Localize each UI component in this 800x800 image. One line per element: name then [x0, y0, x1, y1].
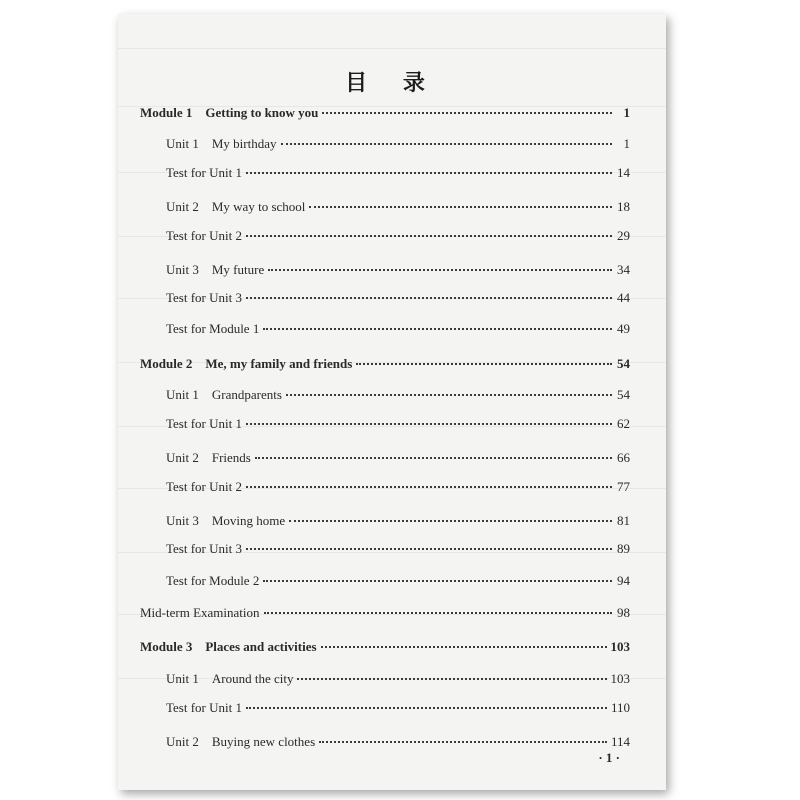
toc-entry-label: Unit 2 Buying new clothes	[166, 734, 316, 749]
toc-entry-module	[140, 353, 630, 372]
toc-entry-page: 114	[610, 734, 630, 749]
dot-leader	[286, 394, 612, 396]
toc-entry-label: Test for Unit 2	[166, 479, 242, 494]
toc-entry-label: Unit 3 Moving home	[166, 513, 286, 528]
dot-leader	[321, 646, 607, 648]
toc-entry-label: Test for Unit 2	[166, 228, 242, 243]
toc-entry-unit	[166, 510, 630, 529]
toc-entry-page: 98	[617, 605, 630, 620]
toc-entry-test	[166, 165, 630, 181]
toc-entry-page: 54	[617, 387, 630, 402]
toc-entry-page: 66	[617, 450, 630, 465]
toc-entry-page: 103	[610, 639, 630, 654]
toc-entry-page: 34	[617, 262, 630, 277]
toc-entry-page: 77	[617, 479, 630, 494]
dot-leader	[356, 363, 612, 365]
dot-leader	[246, 235, 612, 237]
page-number: · 1 ·	[598, 750, 620, 765]
dot-leader	[268, 269, 612, 271]
toc-entry-page: 1	[623, 136, 630, 151]
toc-entry-page: 44	[617, 290, 630, 305]
toc-entry-module	[140, 102, 630, 121]
toc-entry-label: Test for Unit 1	[166, 416, 242, 431]
toc-entry-label: Test for Unit 3	[166, 290, 242, 305]
dot-leader	[289, 520, 612, 522]
toc-entry-label: Module 3 Places and activities	[140, 639, 317, 654]
toc-entry-page: 94	[617, 573, 630, 588]
toc-entry-test	[166, 321, 630, 337]
dot-leader	[246, 423, 612, 425]
dot-leader	[246, 548, 612, 550]
dot-leader	[255, 457, 612, 459]
toc-entry-test	[166, 416, 630, 432]
toc-entry-label: Unit 3 My future	[166, 262, 265, 277]
toc-entry-module	[140, 636, 630, 655]
toc-entry-label: Module 2 Me, my family and friends	[140, 356, 353, 371]
toc-entry-page: 1	[623, 105, 630, 120]
toc-entry-label: Unit 1 Grandparents	[166, 387, 282, 402]
toc-entry-test	[166, 228, 630, 244]
dot-leader	[322, 112, 612, 114]
toc-entry-page: 18	[617, 199, 630, 214]
dot-leader	[281, 143, 613, 145]
toc-entry-test	[166, 573, 630, 589]
dot-leader	[246, 172, 612, 174]
toc-entry-label: Test for Module 2	[166, 573, 260, 588]
toc-entry-label: Test for Module 1	[166, 321, 260, 336]
toc-entry-unit	[166, 259, 630, 278]
dot-leader	[263, 328, 612, 330]
toc-entry-page: 81	[617, 513, 630, 528]
toc-entry-label: Test for Unit 3	[166, 541, 242, 556]
toc-entry-test	[166, 541, 630, 557]
toc-entry-page: 62	[617, 416, 630, 431]
toc-entry-label: Test for Unit 1	[166, 165, 242, 180]
toc-entry-label: Unit 2 Friends	[166, 450, 251, 465]
toc-entry-test	[166, 290, 630, 306]
toc-entry-label: Module 1 Getting to know you	[140, 105, 319, 120]
toc-entry-page: 29	[617, 228, 630, 243]
toc-entry-unit	[166, 384, 630, 403]
toc-entry-page: 54	[617, 356, 630, 371]
toc-entry-unit	[166, 668, 630, 687]
toc-entry-page: 103	[610, 671, 630, 686]
dot-leader	[297, 678, 606, 680]
dot-leader	[309, 206, 612, 208]
toc-entry-unit	[166, 133, 630, 152]
toc-entry-exam	[140, 605, 630, 621]
toc-entry-page: 89	[617, 541, 630, 556]
toc-entry-unit	[166, 196, 630, 215]
toc-entry-label: Unit 1 My birthday	[166, 136, 277, 151]
toc-entry-label: Unit 1 Around the city	[166, 671, 294, 686]
toc-entry-page: 49	[617, 321, 630, 336]
page-title: 目 录	[345, 71, 439, 96]
toc-entry-page: 14	[617, 165, 630, 180]
toc-entry-page: 110	[610, 700, 630, 715]
dot-leader	[319, 741, 607, 743]
toc-entry-unit	[166, 447, 630, 466]
dot-leader	[246, 707, 607, 709]
toc-entry-label: Test for Unit 1	[166, 700, 242, 715]
toc-entry-label: Unit 2 My way to school	[166, 199, 306, 214]
toc-entry-test	[166, 479, 630, 495]
dot-leader	[263, 580, 612, 582]
toc-entry-test	[166, 700, 630, 716]
dot-leader	[246, 297, 612, 299]
toc-entry-label: Mid-term Examination	[140, 605, 260, 620]
toc-entry-unit	[166, 731, 630, 750]
document-page	[118, 14, 666, 790]
dot-leader	[246, 486, 612, 488]
dot-leader	[264, 612, 612, 614]
